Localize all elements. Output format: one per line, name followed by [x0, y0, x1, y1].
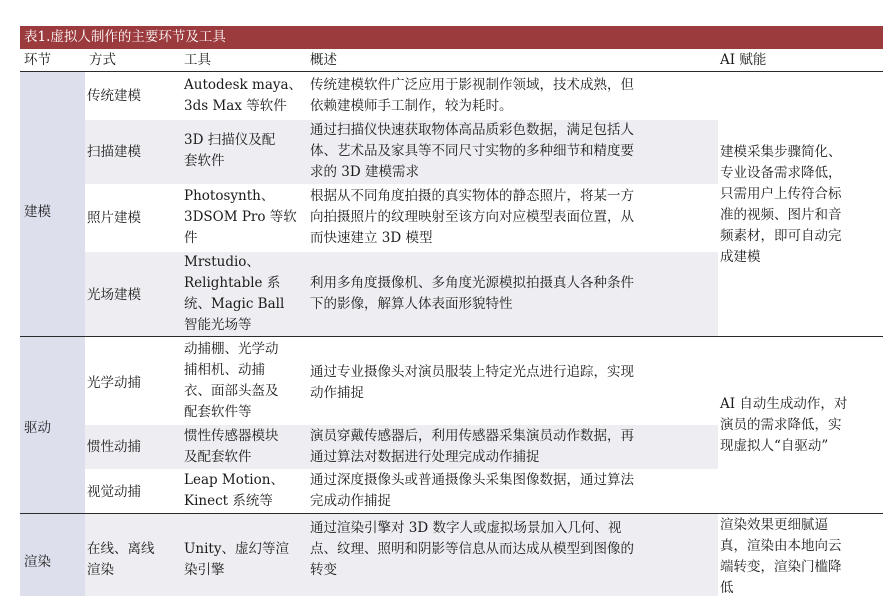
tool-cell: 动捕棚、光学动 捕相机、动捕 衣、面部头盔及 配套软件等	[184, 341, 279, 420]
header-ai: AI 赋能	[720, 52, 767, 68]
section-rendering	[20, 514, 883, 596]
tool-cell: Leap Motion、 Kinect 系统等	[184, 472, 284, 509]
table-row	[85, 252, 718, 336]
desc-cell: 通过专业摄像头对演员服装上特定光点进行追踪，实现 动作捕捉	[310, 364, 634, 401]
ai-text: AI 自动生成动作，对 演员的需求降低，实 现虚拟人“自驱动”	[720, 396, 848, 454]
desc-cell: 演员穿戴传感器后，利用传感器采集演员动作数据，再 通过算法对数据进行处理完成动作捕捉	[310, 428, 634, 465]
method-cell: 传统建模	[87, 88, 141, 104]
desc-cell: 通过扫描仪快速获取物体高品质彩色数据，满足包括人 体、艺术品及家具等不同尺寸实物的多种细节和精度要 求的 3D 建模需求	[310, 122, 634, 180]
table-row	[85, 72, 718, 120]
ai-cell	[718, 514, 883, 596]
header-desc: 概述	[310, 52, 337, 68]
section-driving	[20, 337, 883, 514]
method-cell: 视觉动捕	[87, 484, 141, 500]
method-cell: 光学动捕	[87, 375, 141, 391]
tool-cell: Photosynth、 3DSOM Pro 等软 件	[184, 188, 297, 246]
table-row	[85, 120, 718, 184]
table-row	[85, 425, 718, 469]
ai-text: 渲染效果更细腻逼 真，渲染由本地向云 端转变，渲染门槛降 低	[720, 517, 842, 596]
table-header	[20, 50, 883, 72]
header-method: 方式	[89, 52, 116, 68]
stage-cell	[20, 337, 85, 513]
stage-label: 驱动	[24, 420, 51, 436]
table-row	[85, 469, 718, 513]
stage-label: 建模	[24, 204, 51, 220]
stage-label: 渲染	[24, 554, 51, 570]
ai-text: 建模采集步骤简化、 专业设备需求降低， 只需用户上传符合标 准的视频、图片和音 频素材，即可自动完 成建模	[720, 144, 842, 265]
table-row	[85, 184, 718, 252]
tool-cell: Mrstudio、 Relightable 系 统、Magic Ball 智能光场等	[184, 254, 285, 333]
desc-cell: 通过渲染引擎对 3D 数字人或虚拟场景加入几何、视 点、纹理、照明和阴影等信息从而达成从模型到图像的 转变	[310, 520, 634, 578]
stage-cell	[20, 72, 85, 336]
section-modeling	[20, 72, 883, 337]
table-row	[85, 514, 718, 596]
method-cell: 光场建模	[87, 287, 141, 303]
table-row	[85, 337, 718, 425]
stage-cell	[20, 514, 85, 596]
method-cell: 惯性动捕	[87, 439, 141, 455]
tool-cell: 3D 扫描仪及配 套软件	[184, 132, 276, 169]
desc-cell: 根据从不同角度拍摄的真实物体的静态照片，将某一方 向拍摄照片的纹理映射至该方向对应模型表面位置，从 而快速建立 3D 模型	[310, 188, 634, 246]
header-tool: 工具	[184, 52, 211, 68]
ai-cell	[718, 337, 883, 513]
header-stage: 环节	[24, 52, 51, 68]
ai-cell	[718, 72, 883, 336]
method-cell: 照片建模	[87, 210, 141, 226]
desc-cell: 传统建模软件广泛应用于影视制作领域，技术成熟，但 依赖建模师手工制作，较为耗时。	[310, 77, 634, 114]
desc-cell: 通过深度摄像头或普通摄像头采集图像数据，通过算法 完成动作捕捉	[310, 472, 634, 509]
method-cell: 在线、离线 渲染	[87, 541, 155, 578]
tool-cell: Unity、虚幻等渲 染引擎	[184, 541, 289, 578]
method-cell: 扫描建模	[87, 144, 141, 160]
table-title: 表1.虚拟人制作的主要环节及工具	[20, 26, 883, 49]
desc-cell: 利用多角度摄像机、多角度光源模拟拍摄真人各种条件 下的影像，解算人体表面形貌特性	[310, 275, 634, 312]
tool-cell: 惯性传感器模块 及配套软件	[184, 428, 279, 465]
tool-cell: Autodesk maya、 3ds Max 等软件	[184, 77, 303, 114]
